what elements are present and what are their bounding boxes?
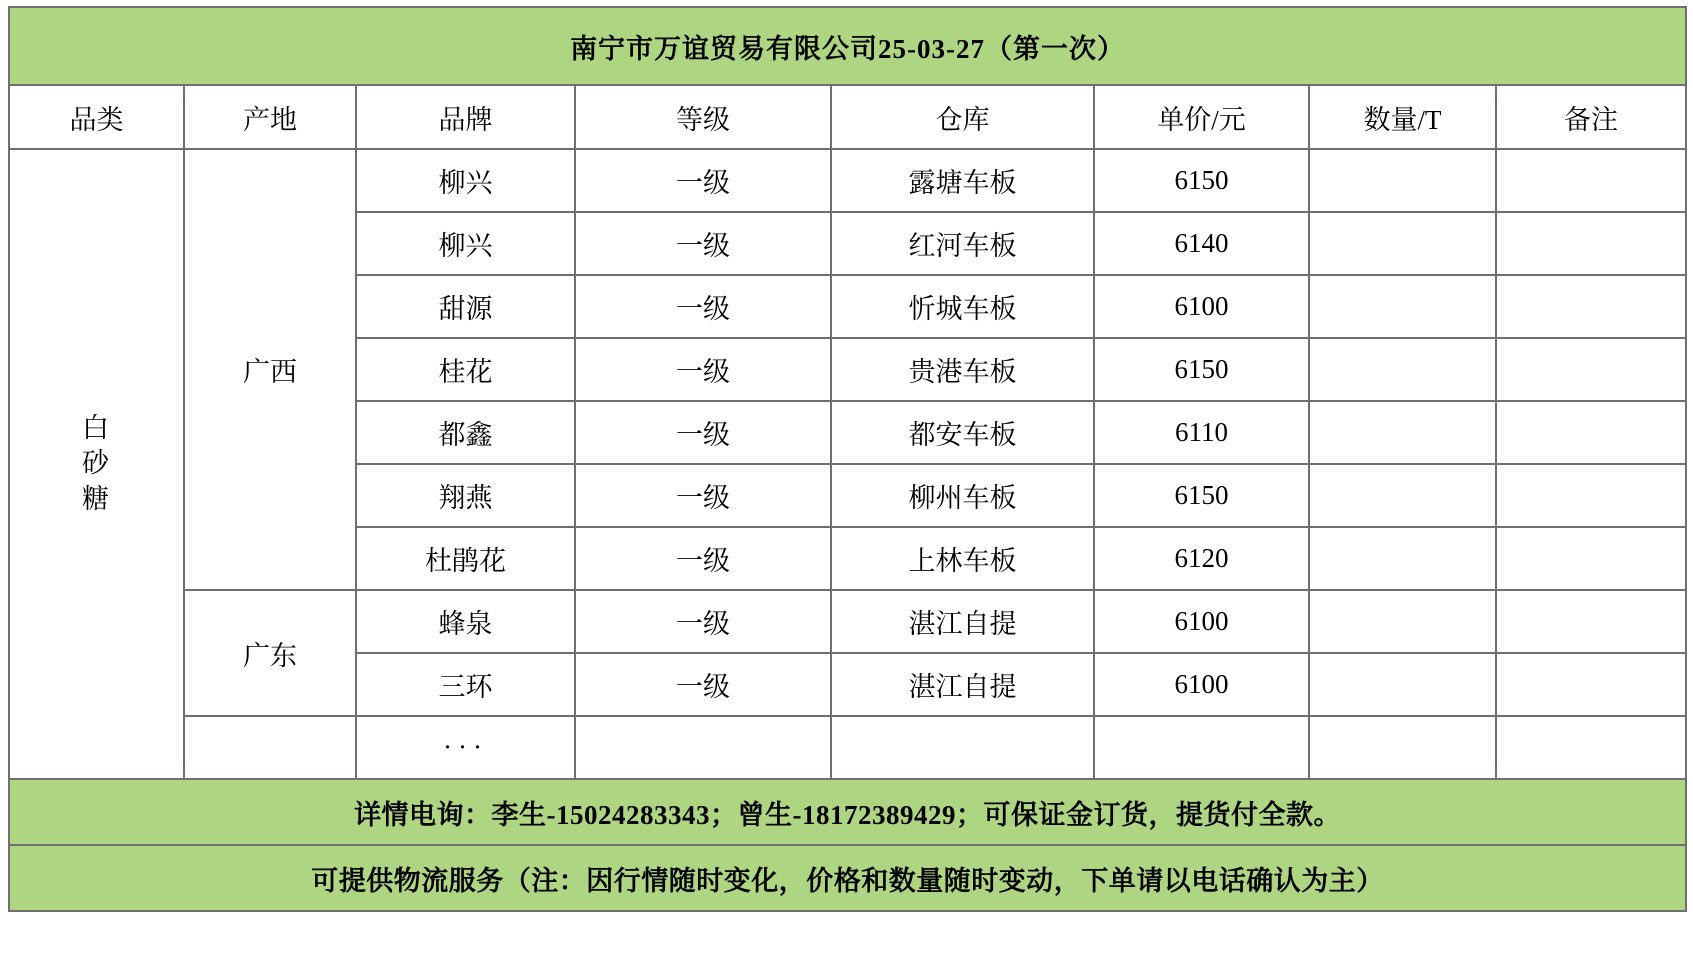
quantity-cell [1309,590,1496,653]
table-row [9,149,1686,212]
brand-cell: 甜源 [356,275,575,338]
category-cell [9,149,184,779]
grade-cell: 一级 [575,401,831,464]
warehouse-cell: 湛江自提 [831,653,1094,716]
grade-cell: 一级 [575,590,831,653]
column-header-remark: 备注 [1496,85,1686,149]
column-header-quantity: 数量/T [1309,85,1496,149]
remark-cell [1496,338,1686,401]
price-cell: 6110 [1094,401,1309,464]
warehouse-cell: 红河车板 [831,212,1094,275]
warehouse-cell: 柳州车板 [831,464,1094,527]
column-header-warehouse: 仓库 [831,85,1094,149]
quantity-cell [1309,527,1496,590]
warehouse-cell: 上林车板 [831,527,1094,590]
grade-cell: 一级 [575,275,831,338]
price-cell: 6120 [1094,527,1309,590]
header-row [9,85,1686,149]
footer-logistics-row [9,845,1686,911]
column-header-origin: 产地 [184,85,356,149]
remark-cell [1496,527,1686,590]
grade-cell: 一级 [575,527,831,590]
column-header-price: 单价/元 [1094,85,1309,149]
remark-cell [1496,653,1686,716]
grade-cell: 一级 [575,149,831,212]
price-cell: 6100 [1094,275,1309,338]
warehouse-cell: 贵港车板 [831,338,1094,401]
grade-cell: 一级 [575,212,831,275]
grade-cell: 一级 [575,338,831,401]
remark-cell [1496,275,1686,338]
remark-cell [1496,464,1686,527]
grade-cell [575,716,831,779]
price-cell: 6150 [1094,464,1309,527]
brand-cell: 三环 [356,653,575,716]
price-cell: 6150 [1094,149,1309,212]
brand-cell: 蜂泉 [356,590,575,653]
brand-cell: 杜鹃花 [356,527,575,590]
continuation-row [9,716,1686,779]
column-header-category: 品类 [9,85,184,149]
remark-cell [1496,212,1686,275]
footer-contact-row [9,779,1686,845]
warehouse-cell: 露塘车板 [831,149,1094,212]
price-cell: 6100 [1094,590,1309,653]
remark-cell [1496,149,1686,212]
brand-cell: 柳兴 [356,149,575,212]
origin-cell-guangdong: 广东 [184,590,356,716]
warehouse-cell: 忻城车板 [831,275,1094,338]
brand-cell: 桂花 [356,338,575,401]
grade-cell: 一级 [575,653,831,716]
price-cell: 6140 [1094,212,1309,275]
warehouse-cell [831,716,1094,779]
column-header-grade: 等级 [575,85,831,149]
table-row [9,590,1686,653]
origin-cell-empty [184,716,356,779]
quantity-cell [1309,716,1496,779]
quantity-cell [1309,401,1496,464]
brand-cell: 柳兴 [356,212,575,275]
price-table [8,6,1687,912]
category-label: 白砂糖 [82,413,111,514]
remark-cell [1496,401,1686,464]
page-title: 南宁市万谊贸易有限公司25-03-27（第一次） [9,7,1686,85]
price-cell: 6150 [1094,338,1309,401]
warehouse-cell: 湛江自提 [831,590,1094,653]
origin-cell-guangxi: 广西 [184,149,356,590]
grade-cell: 一级 [575,464,831,527]
price-cell [1094,716,1309,779]
remark-cell [1496,716,1686,779]
logistics-note: 可提供物流服务（注：因行情随时变化，价格和数量随时变动，下单请以电话确认为主） [9,845,1686,911]
quantity-cell [1309,338,1496,401]
brand-cell: 都鑫 [356,401,575,464]
contact-note: 详情电询：李生-15024283343；曾生-18172389429；可保证金订货，提货付全款。 [9,779,1686,845]
price-cell: 6100 [1094,653,1309,716]
remark-cell [1496,590,1686,653]
quantity-cell [1309,464,1496,527]
quantity-cell [1309,653,1496,716]
ellipsis-cell: ··· [356,716,575,779]
column-header-brand: 品牌 [356,85,575,149]
quantity-cell [1309,212,1496,275]
quantity-cell [1309,275,1496,338]
title-row [9,7,1686,85]
quantity-cell [1309,149,1496,212]
warehouse-cell: 都安车板 [831,401,1094,464]
brand-cell: 翔燕 [356,464,575,527]
